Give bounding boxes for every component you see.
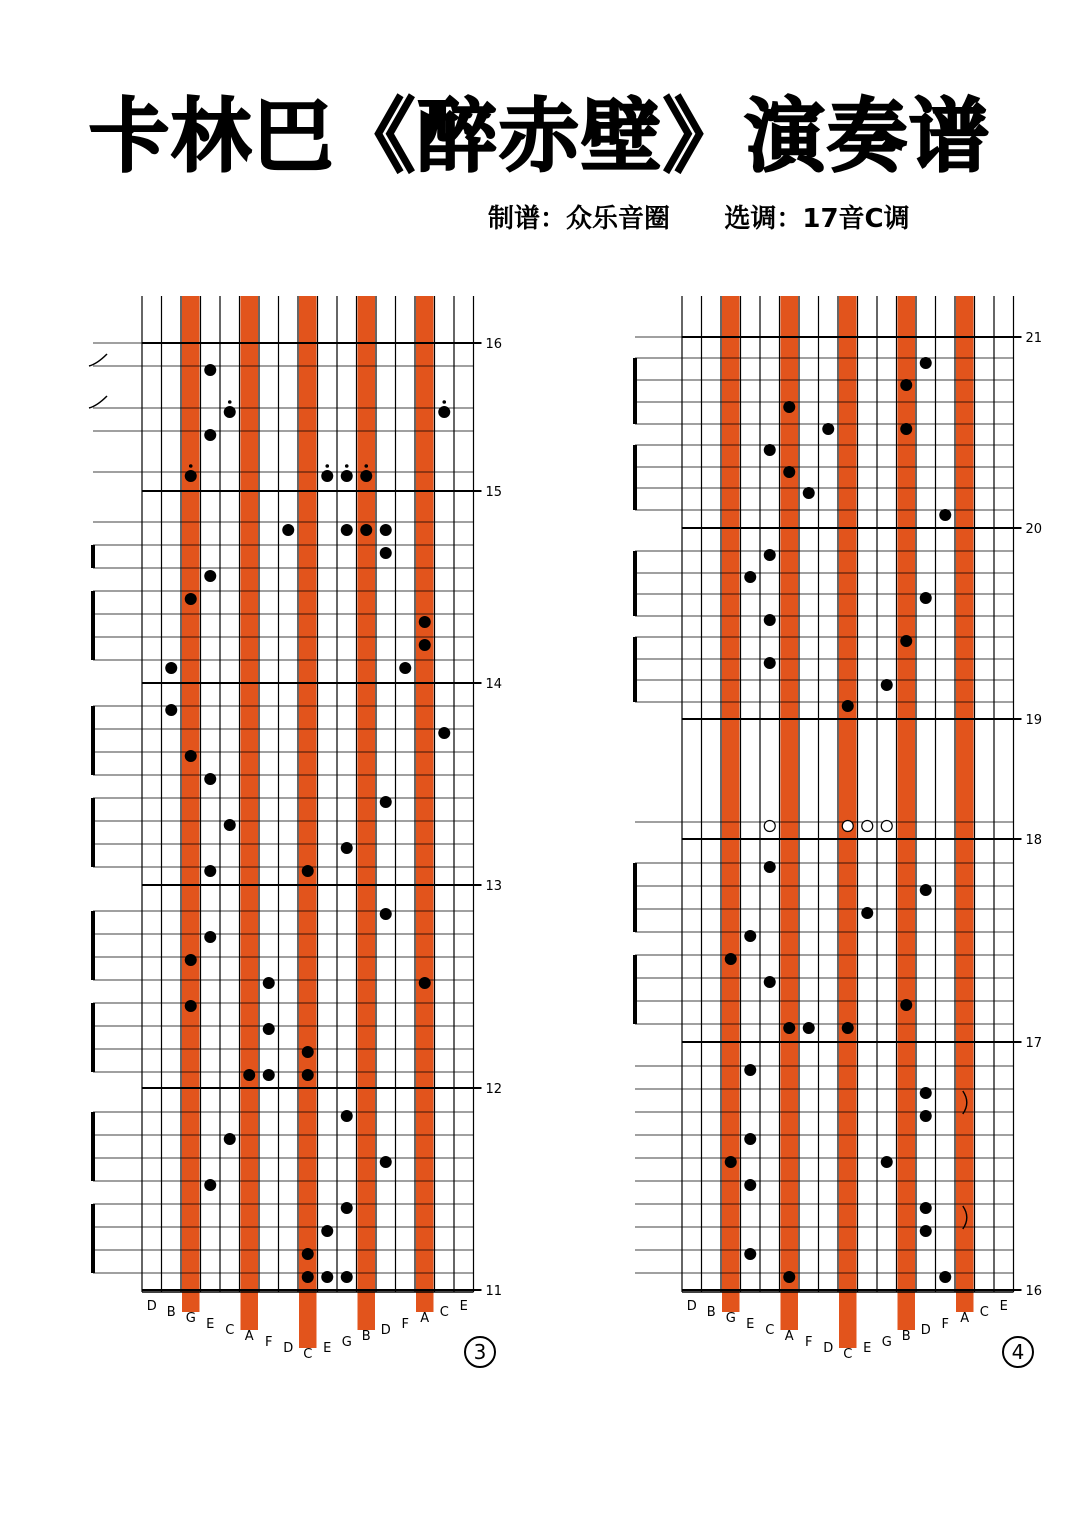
measure-number: 16 <box>1025 1284 1043 1299</box>
tine-label-A: A <box>960 1311 970 1326</box>
measure-number: 17 <box>1025 1036 1043 1051</box>
tine-label-D: D <box>380 1323 391 1338</box>
key-value: 17音C调 <box>802 204 910 234</box>
note-dot <box>900 379 912 391</box>
tine-label-A: A <box>420 1311 430 1326</box>
note-dot <box>744 571 756 583</box>
page-number: 3 <box>473 1340 487 1364</box>
note-dot <box>900 999 912 1011</box>
page-number: 4 <box>1011 1340 1025 1364</box>
tine-label-G: G <box>725 1311 736 1326</box>
open-note <box>764 821 775 832</box>
note-dot <box>920 592 932 604</box>
tine-label-F: F <box>265 1335 273 1350</box>
measure-number: 11 <box>485 1284 503 1299</box>
tine-label-C: C <box>439 1305 449 1320</box>
measure-number: 13 <box>485 879 503 894</box>
tine-label-B: B <box>361 1329 371 1344</box>
note-dot <box>822 423 834 435</box>
note-dot <box>842 1022 854 1034</box>
tine-label-B: B <box>166 1305 176 1320</box>
note-dot <box>842 700 854 712</box>
arranger-name: 众乐音圈 <box>566 204 671 234</box>
tine-label-E: E <box>206 1317 215 1332</box>
note-dot <box>744 1248 756 1260</box>
note-dot <box>920 1202 932 1214</box>
tine-label-C: C <box>843 1347 853 1362</box>
note-dot <box>803 487 815 499</box>
note-dot <box>939 509 951 521</box>
note-dot <box>920 1087 932 1099</box>
page-title: 卡林巴《醉赤壁》演奏谱 <box>89 90 991 183</box>
open-note <box>862 821 873 832</box>
note-dot <box>764 549 776 561</box>
measure-number: 14 <box>485 677 503 692</box>
tine-label-D: D <box>283 1341 294 1356</box>
measure-number: 21 <box>1025 331 1043 346</box>
tine-label-E: E <box>863 1341 872 1356</box>
open-note <box>842 821 853 832</box>
tine-label-D: D <box>920 1323 931 1338</box>
arranger-label: 制谱： <box>488 204 567 234</box>
note-dot <box>900 635 912 647</box>
tine-label-E: E <box>999 1299 1008 1314</box>
tine-label-G: G <box>881 1335 892 1350</box>
tine-label-D: D <box>146 1299 157 1314</box>
tine-highlight-B <box>898 296 916 1330</box>
tine-label-F: F <box>401 1317 409 1332</box>
note-dot <box>744 930 756 942</box>
tine-label-A: A <box>244 1329 254 1344</box>
note-dot <box>725 1156 737 1168</box>
tine-label-E: E <box>323 1341 332 1356</box>
note-dot <box>764 976 776 988</box>
note-dot <box>764 444 776 456</box>
note-dot <box>744 1179 756 1191</box>
note-dot <box>783 401 795 413</box>
note-dot <box>881 679 893 691</box>
measure-number: 18 <box>1025 833 1043 848</box>
note-dot <box>900 423 912 435</box>
note-dot <box>920 357 932 369</box>
note-dot <box>861 907 873 919</box>
note-dot <box>744 1064 756 1076</box>
tine-label-G: G <box>341 1335 352 1350</box>
measure-number: 12 <box>485 1082 503 1097</box>
key-label: 选调： <box>724 204 803 234</box>
tine-label-C: C <box>765 1323 775 1338</box>
tine-label-F: F <box>805 1335 813 1350</box>
tine-label-D: D <box>686 1299 697 1314</box>
open-note <box>881 821 892 832</box>
note-dot <box>803 1022 815 1034</box>
tine-label-C: C <box>303 1347 313 1362</box>
tine-label-E: E <box>459 1299 468 1314</box>
measure-number: 19 <box>1025 713 1043 728</box>
note-dot <box>920 1110 932 1122</box>
note-dot <box>939 1271 951 1283</box>
note-dot <box>783 1022 795 1034</box>
measure-number: 16 <box>485 337 503 352</box>
note-dot <box>764 657 776 669</box>
tine-label-A: A <box>784 1329 794 1344</box>
note-dot <box>920 884 932 896</box>
note-dot <box>764 614 776 626</box>
tine-label-E: E <box>746 1317 755 1332</box>
tine-highlight-A <box>781 296 799 1330</box>
tine-label-B: B <box>706 1305 716 1320</box>
note-dot <box>783 466 795 478</box>
note-dot <box>783 1271 795 1283</box>
note-dot <box>920 1225 932 1237</box>
measure-number: 20 <box>1025 522 1043 537</box>
tine-label-D: D <box>823 1341 834 1356</box>
tine-label-G: G <box>185 1311 196 1326</box>
tine-label-C: C <box>979 1305 989 1320</box>
tine-label-F: F <box>941 1317 949 1332</box>
note-dot <box>725 953 737 965</box>
note-dot <box>744 1133 756 1145</box>
note-dot <box>881 1156 893 1168</box>
tine-label-B: B <box>901 1329 911 1344</box>
tine-label-C: C <box>225 1323 235 1338</box>
note-dot <box>764 861 776 873</box>
measure-number: 15 <box>485 485 503 500</box>
tine-highlight-A <box>956 296 974 1312</box>
